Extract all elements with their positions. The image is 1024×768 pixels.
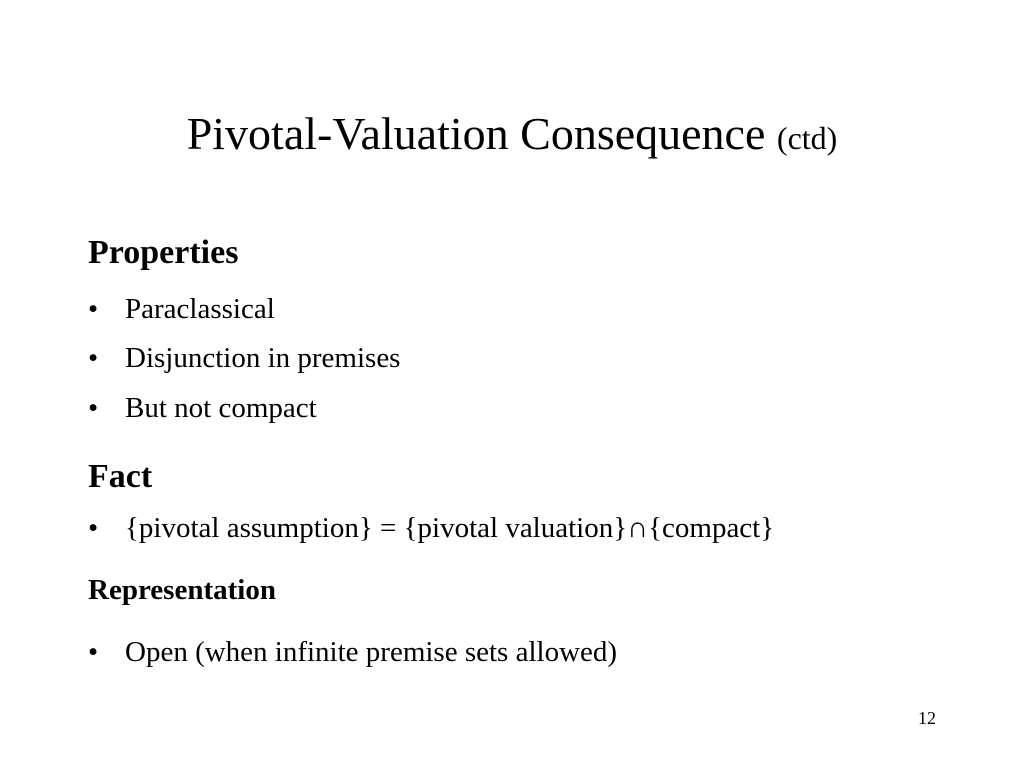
slide-title-suffix: (ctd) — [776, 120, 838, 156]
bullet-icon: • — [88, 293, 99, 325]
list-item — [88, 291, 275, 327]
list-item-text: Open (when infinite premise sets allowed) — [125, 636, 618, 668]
section-heading-fact: Fact — [88, 458, 153, 495]
slide-title — [0, 106, 1024, 166]
bullet-icon: • — [88, 512, 99, 544]
bullet-icon: • — [88, 636, 99, 668]
list-item-text: Paraclassical — [125, 293, 275, 325]
bullet-icon: • — [88, 392, 99, 424]
list-item-text: Disjunction in premises — [125, 342, 401, 374]
list-item — [88, 340, 400, 376]
slide-title-main: Pivotal-Valuation Consequence — [186, 108, 766, 159]
list-item-text: {pivotal assumption} = {pivotal valuation}∩{compact} — [125, 512, 775, 544]
list-item — [88, 634, 617, 670]
list-item — [88, 510, 774, 546]
bullet-icon: • — [88, 342, 99, 374]
list-item — [88, 390, 317, 426]
list-item-text: But not compact — [125, 392, 317, 424]
section-heading-properties: Properties — [88, 234, 239, 271]
section-heading-representation: Representation — [88, 574, 276, 606]
page-number: 12 — [918, 708, 936, 728]
